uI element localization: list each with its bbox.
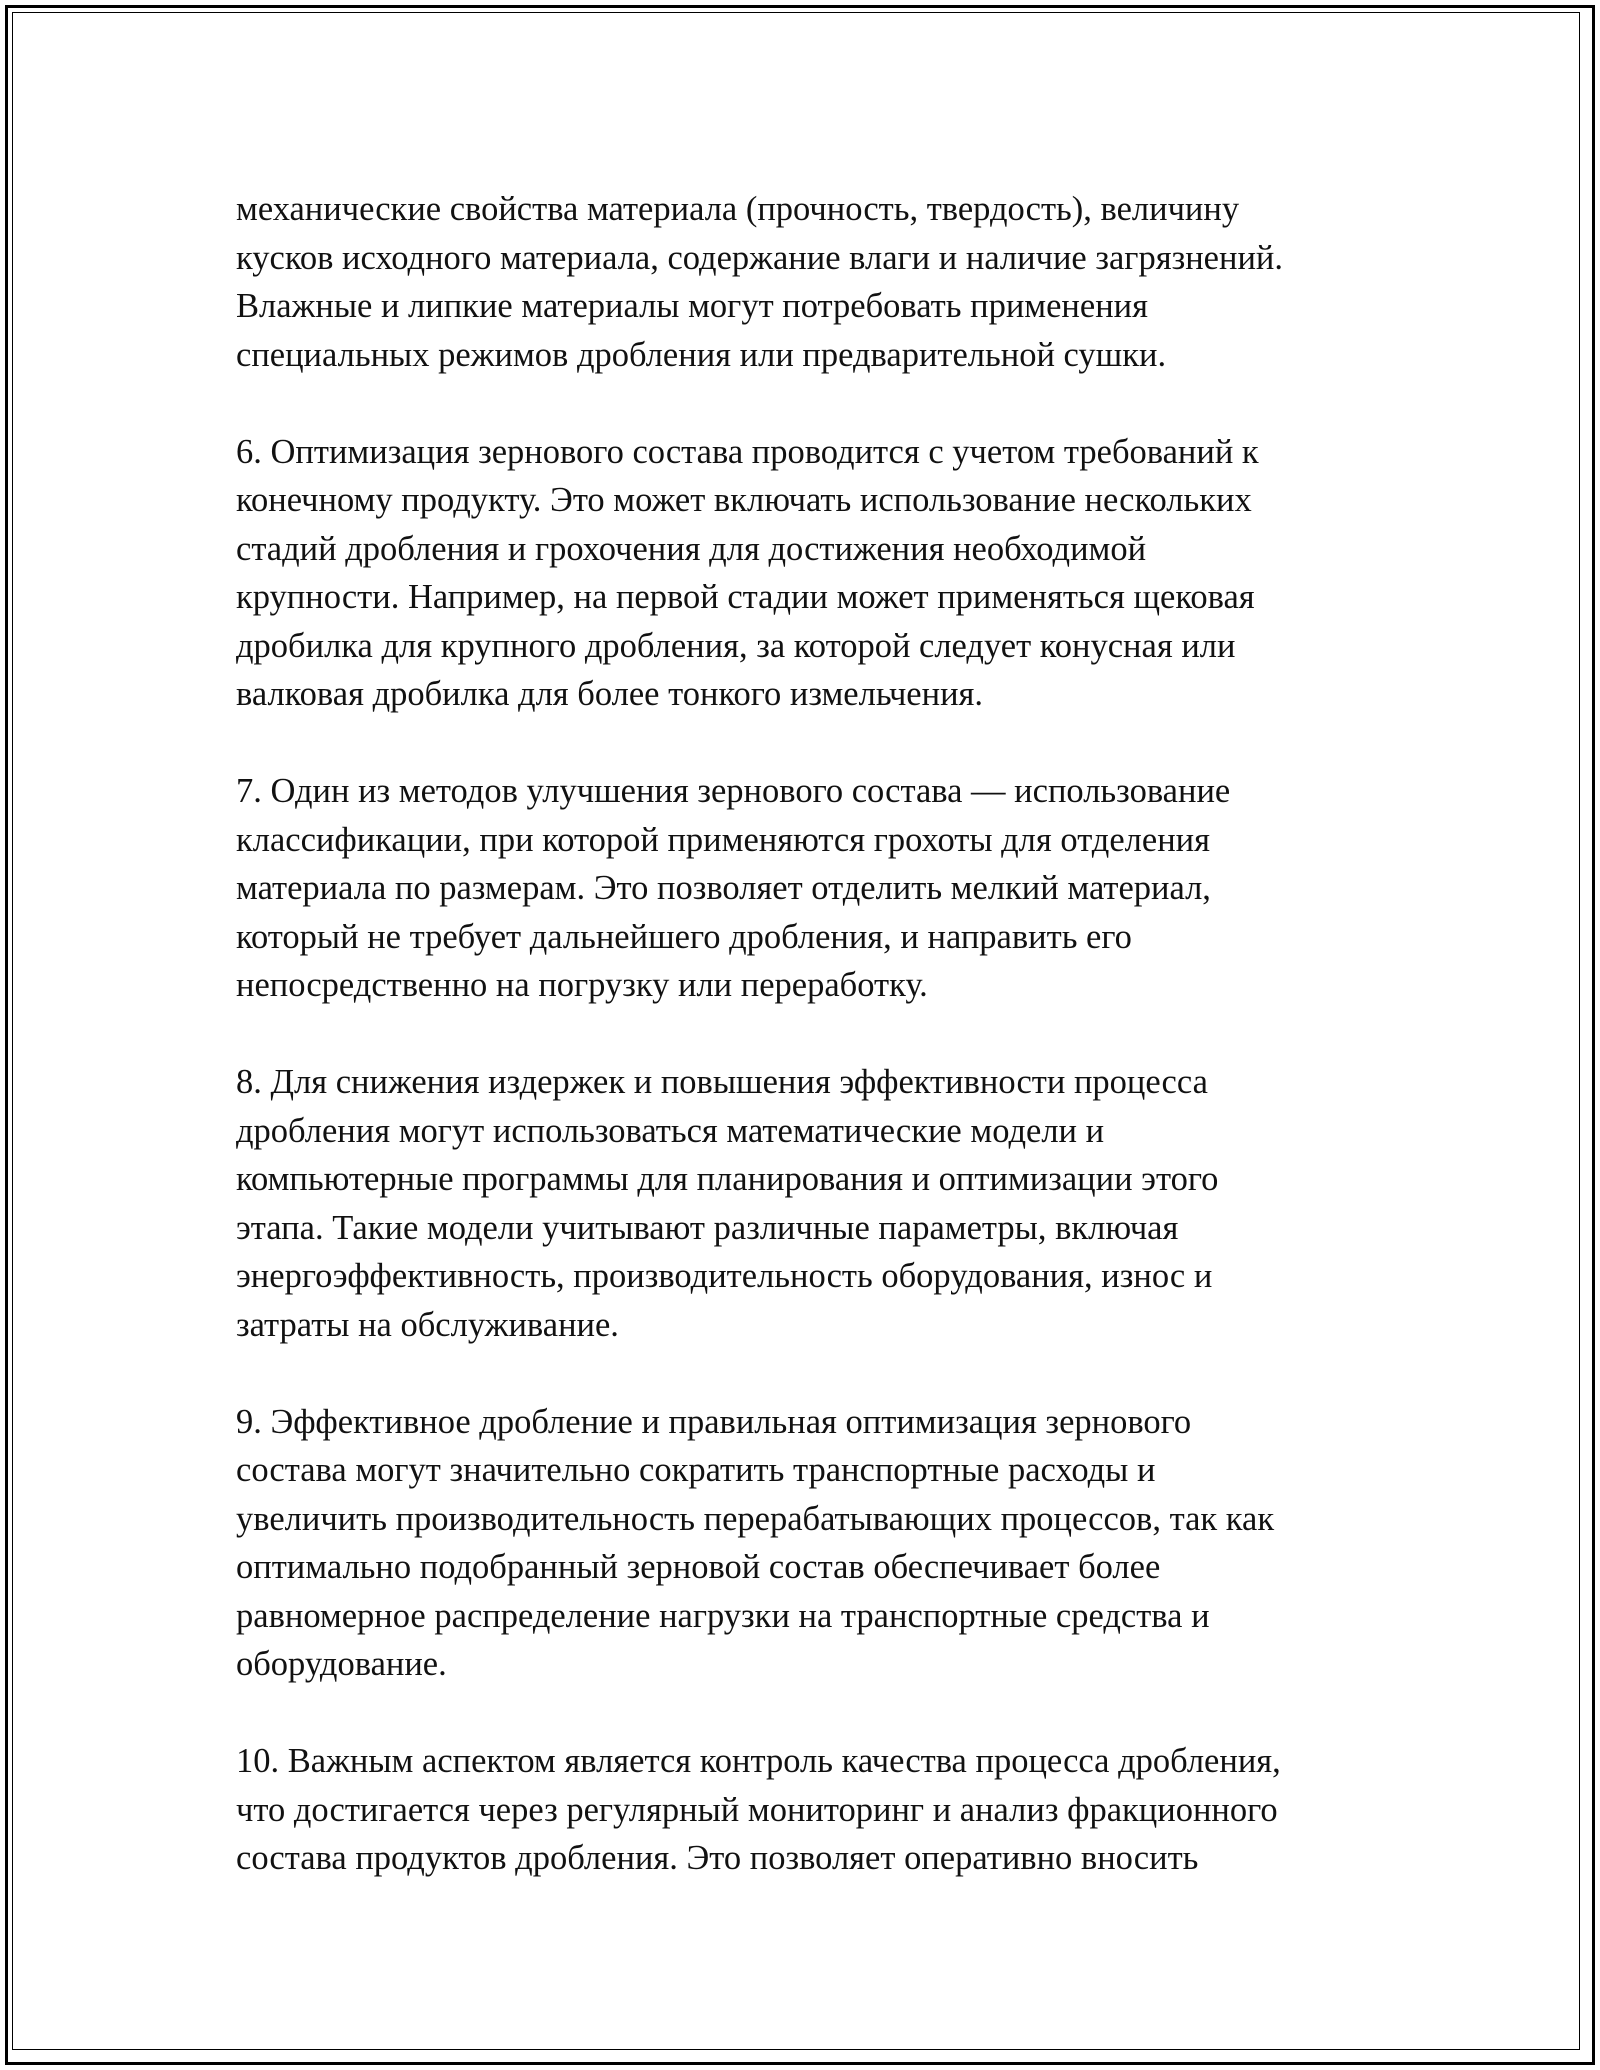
text-line: энергоэффективность, производительность оборудования, износ и xyxy=(236,1257,1213,1295)
text-line: материала по размерам. Это позволяет отделить мелкий материал, xyxy=(236,869,1211,907)
text-line: оптимально подобранный зерновой состав обеспечивает более xyxy=(236,1548,1161,1586)
text-line: дробилка для крупного дробления, за которой следует конусная или xyxy=(236,626,1236,665)
text-line: кусков исходного материала, содержание влаги и наличие загрязнений. xyxy=(236,238,1283,277)
paragraph-item-7 xyxy=(236,767,1396,1010)
text-line: конечному продукту. Это может включать использование нескольких xyxy=(236,481,1252,519)
text-line: который не требует дальнейшего дробления, и направить его xyxy=(236,917,1132,956)
text-line: специальных режимов дробления или предварительной сушки. xyxy=(236,335,1167,374)
document-body xyxy=(236,185,1396,1931)
text-line: механические свойства материала (прочность, твердость), величину xyxy=(236,190,1240,228)
paragraph-item-8 xyxy=(236,1058,1396,1349)
text-line: крупности. Например, на первой стадии может применяться щековая xyxy=(236,578,1255,616)
text-line: оборудование. xyxy=(236,1645,447,1683)
text-line: 9. Эффективное дробление и правильная оптимизация зернового xyxy=(236,1402,1192,1441)
paragraph-item-9 xyxy=(236,1398,1396,1689)
text-line: валковая дробилка для более тонкого измельчения. xyxy=(236,675,984,713)
text-line: 6. Оптимизация зернового состава проводится с учетом требований к xyxy=(236,432,1259,471)
text-line: состава продуктов дробления. Это позволяет оперативно вносить xyxy=(236,1839,1199,1877)
text-line: Влажные и липкие материалы могут потребовать применения xyxy=(236,287,1148,325)
paragraph-continuation xyxy=(236,185,1396,379)
text-line: классификации, при которой применяются грохоты для отделения xyxy=(236,820,1211,859)
text-line: непосредственно на погрузку или переработку. xyxy=(236,966,928,1004)
text-line: 10. Важным аспектом является контроль качества процесса дробления, xyxy=(236,1742,1281,1780)
text-line: 7. Один из методов улучшения зернового состава — использование xyxy=(236,772,1231,810)
text-line: затраты на обслуживание. xyxy=(236,1305,619,1344)
text-line: дробления могут использоваться математические модели и xyxy=(236,1111,1105,1150)
text-line: что достигается через регулярный мониторинг и анализ фракционного xyxy=(236,1790,1278,1829)
text-line: увеличить производительность перерабатывающих процессов, так как xyxy=(236,1499,1275,1538)
text-line: состава могут значительно сократить транспортные расходы и xyxy=(236,1451,1156,1489)
text-line: 8. Для снижения издержек и повышения эффективности процесса xyxy=(236,1063,1208,1101)
text-line: компьютерные программы для планирования и оптимизации этого xyxy=(236,1160,1219,1198)
text-line: этапа. Такие модели учитывают различные параметры, включая xyxy=(236,1208,1179,1247)
text-line: равномерное распределение нагрузки на транспортные средства и xyxy=(236,1596,1210,1635)
paragraph-item-6 xyxy=(236,428,1396,719)
text-line: стадий дробления и грохочения для достижения необходимой xyxy=(236,529,1147,568)
paragraph-item-10 xyxy=(236,1737,1396,1883)
